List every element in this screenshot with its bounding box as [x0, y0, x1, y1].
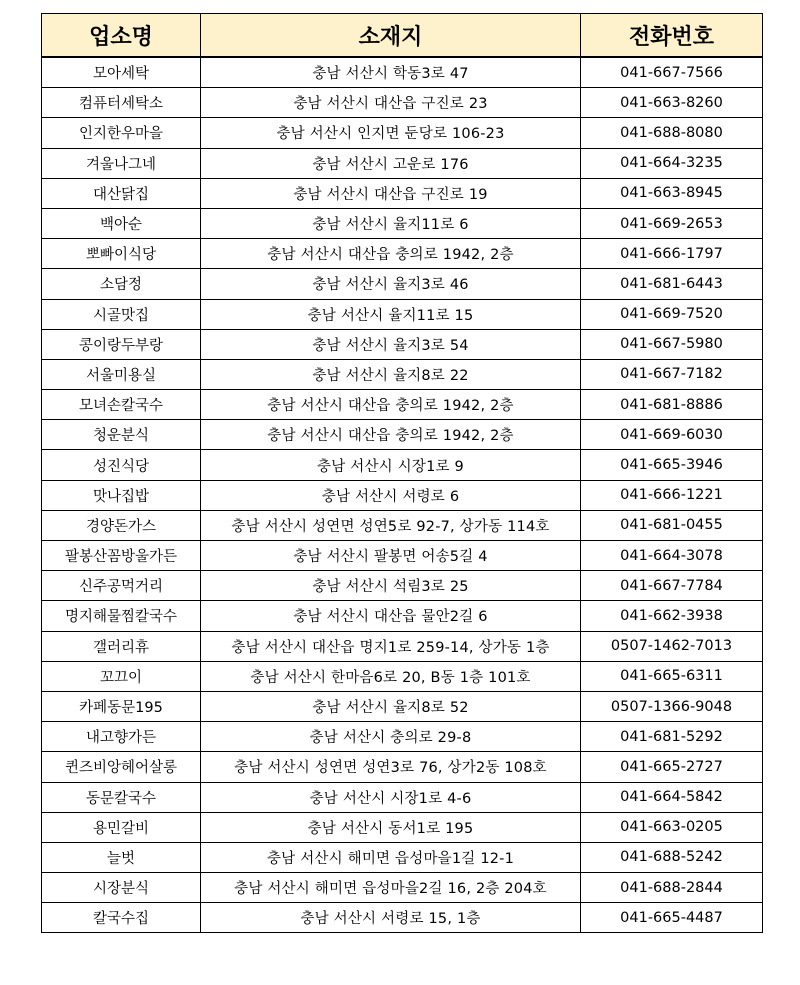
- phone-cell: 041-665-6311: [581, 661, 763, 691]
- table-row: [42, 601, 763, 631]
- table-row: [42, 812, 763, 842]
- phone-cell: 041-667-7566: [581, 57, 763, 88]
- table-row: [42, 541, 763, 571]
- address-cell: 충남 서산시 인지면 둔당로 106-23: [201, 118, 581, 148]
- address-cell: 충남 서산시 대산읍 물안2길 6: [201, 601, 581, 631]
- header-row: [42, 14, 763, 58]
- address-cell: 충남 서산시 대산읍 명지1로 259-14, 상가동 1층: [201, 631, 581, 661]
- phone-cell: 041-669-7520: [581, 299, 763, 329]
- phone-cell: 041-667-7784: [581, 571, 763, 601]
- phone-cell: 041-665-4487: [581, 903, 763, 933]
- table-row: [42, 691, 763, 721]
- address-cell: 충남 서산시 율지3로 54: [201, 329, 581, 359]
- address-cell: 충남 서산시 해미면 읍성마을1길 12-1: [201, 842, 581, 872]
- address-cell: 충남 서산시 율지11로 15: [201, 299, 581, 329]
- address-cell: 충남 서산시 시장1로 4-6: [201, 782, 581, 812]
- address-cell: 충남 서산시 대산읍 충의로 1942, 2층: [201, 239, 581, 269]
- business-name-cell: 퀸즈비앙헤어살롱: [42, 752, 201, 782]
- business-name-cell: 맛나집밥: [42, 480, 201, 510]
- business-name-cell: 경양돈가스: [42, 510, 201, 540]
- table-row: [42, 239, 763, 269]
- business-name-cell: 시골맛집: [42, 299, 201, 329]
- table-row: [42, 631, 763, 661]
- table-row: [42, 118, 763, 148]
- address-cell: 충남 서산시 성연면 성연3로 76, 상가2동 108호: [201, 752, 581, 782]
- phone-cell: 041-662-3938: [581, 601, 763, 631]
- address-cell: 충남 서산시 한마음6로 20, B동 1층 101호: [201, 661, 581, 691]
- business-name-cell: 백아순: [42, 208, 201, 238]
- phone-cell: 041-663-0205: [581, 812, 763, 842]
- table-row: [42, 57, 763, 88]
- address-cell: 충남 서산시 대산읍 구진로 23: [201, 88, 581, 118]
- address-cell: 충남 서산시 고운로 176: [201, 148, 581, 178]
- address-cell: 충남 서산시 대산읍 구진로 19: [201, 178, 581, 208]
- business-name-cell: 소담정: [42, 269, 201, 299]
- table-row: [42, 722, 763, 752]
- business-directory-table: [41, 13, 763, 933]
- phone-cell: 041-664-3078: [581, 541, 763, 571]
- address-cell: 충남 서산시 서령로 6: [201, 480, 581, 510]
- phone-cell: 0507-1462-7013: [581, 631, 763, 661]
- business-name-cell: 내고향가든: [42, 722, 201, 752]
- table-row: [42, 390, 763, 420]
- address-cell: 충남 서산시 학동3로 47: [201, 57, 581, 88]
- address-cell: 충남 서산시 대산읍 충의로 1942, 2층: [201, 420, 581, 450]
- phone-cell: 041-667-5980: [581, 329, 763, 359]
- business-name-cell: 인지한우마을: [42, 118, 201, 148]
- table-row: [42, 873, 763, 903]
- phone-cell: 041-665-3946: [581, 450, 763, 480]
- business-name-cell: 청운분식: [42, 420, 201, 450]
- address-cell: 충남 서산시 율지11로 6: [201, 208, 581, 238]
- phone-cell: 041-663-8945: [581, 178, 763, 208]
- business-name-cell: 콩이랑두부랑: [42, 329, 201, 359]
- table-row: [42, 571, 763, 601]
- address-cell: 충남 서산시 율지3로 46: [201, 269, 581, 299]
- business-name-cell: 신주공먹거리: [42, 571, 201, 601]
- business-name-cell: 카페동문195: [42, 691, 201, 721]
- table-header: [42, 14, 763, 58]
- phone-cell: 041-664-5842: [581, 782, 763, 812]
- address-cell: 충남 서산시 성연면 성연5로 92-7, 상가동 114호: [201, 510, 581, 540]
- phone-cell: 041-681-5292: [581, 722, 763, 752]
- table-row: [42, 299, 763, 329]
- address-cell: 충남 서산시 대산읍 충의로 1942, 2층: [201, 390, 581, 420]
- table-row: [42, 842, 763, 872]
- table-row: [42, 420, 763, 450]
- address-cell: 충남 서산시 석림3로 25: [201, 571, 581, 601]
- business-name-cell: 서울미용실: [42, 359, 201, 389]
- address-cell: 충남 서산시 서령로 15, 1층: [201, 903, 581, 933]
- phone-cell: 041-681-6443: [581, 269, 763, 299]
- table-body: [42, 57, 763, 933]
- phone-cell: 041-669-6030: [581, 420, 763, 450]
- business-name-cell: 대산닭집: [42, 178, 201, 208]
- address-cell: 충남 서산시 시장1로 9: [201, 450, 581, 480]
- business-name-cell: 시장분식: [42, 873, 201, 903]
- business-name-cell: 팔봉산꼼방울가든: [42, 541, 201, 571]
- table-row: [42, 359, 763, 389]
- business-name-cell: 모아세탁: [42, 57, 201, 88]
- phone-cell: 041-681-0455: [581, 510, 763, 540]
- business-name-cell: 모녀손칼국수: [42, 390, 201, 420]
- phone-cell: 041-665-2727: [581, 752, 763, 782]
- address-cell: 충남 서산시 율지8로 22: [201, 359, 581, 389]
- phone-cell: 041-663-8260: [581, 88, 763, 118]
- header-business-name: 업소명: [42, 14, 201, 58]
- business-name-cell: 갤러리휴: [42, 631, 201, 661]
- phone-cell: 041-669-2653: [581, 208, 763, 238]
- business-name-cell: 칼국수집: [42, 903, 201, 933]
- phone-cell: 041-664-3235: [581, 148, 763, 178]
- phone-cell: 041-688-5242: [581, 842, 763, 872]
- business-name-cell: 동문칼국수: [42, 782, 201, 812]
- phone-cell: 041-667-7182: [581, 359, 763, 389]
- table-row: [42, 269, 763, 299]
- business-name-cell: 늘벗: [42, 842, 201, 872]
- header-phone: 전화번호: [581, 14, 763, 58]
- table-row: [42, 510, 763, 540]
- table-row: [42, 178, 763, 208]
- address-cell: 충남 서산시 동서1로 195: [201, 812, 581, 842]
- phone-cell: 041-666-1221: [581, 480, 763, 510]
- address-cell: 충남 서산시 해미면 읍성마을2길 16, 2층 204호: [201, 873, 581, 903]
- phone-cell: 041-666-1797: [581, 239, 763, 269]
- table-row: [42, 480, 763, 510]
- phone-cell: 0507-1366-9048: [581, 691, 763, 721]
- business-name-cell: 겨울나그네: [42, 148, 201, 178]
- address-cell: 충남 서산시 율지8로 52: [201, 691, 581, 721]
- table-row: [42, 903, 763, 933]
- table-row: [42, 88, 763, 118]
- business-name-cell: 성진식당: [42, 450, 201, 480]
- business-name-cell: 꼬끄이: [42, 661, 201, 691]
- table-row: [42, 329, 763, 359]
- table-row: [42, 148, 763, 178]
- table-row: [42, 752, 763, 782]
- business-name-cell: 컴퓨터세탁소: [42, 88, 201, 118]
- phone-cell: 041-688-2844: [581, 873, 763, 903]
- table-row: [42, 661, 763, 691]
- table-row: [42, 450, 763, 480]
- header-address: 소재지: [201, 14, 581, 58]
- business-name-cell: 뽀빠이식당: [42, 239, 201, 269]
- phone-cell: 041-681-8886: [581, 390, 763, 420]
- business-name-cell: 용민갈비: [42, 812, 201, 842]
- table-row: [42, 208, 763, 238]
- address-cell: 충남 서산시 팔봉면 어송5길 4: [201, 541, 581, 571]
- table-row: [42, 782, 763, 812]
- phone-cell: 041-688-8080: [581, 118, 763, 148]
- address-cell: 충남 서산시 충의로 29-8: [201, 722, 581, 752]
- business-name-cell: 명지해물찜칼국수: [42, 601, 201, 631]
